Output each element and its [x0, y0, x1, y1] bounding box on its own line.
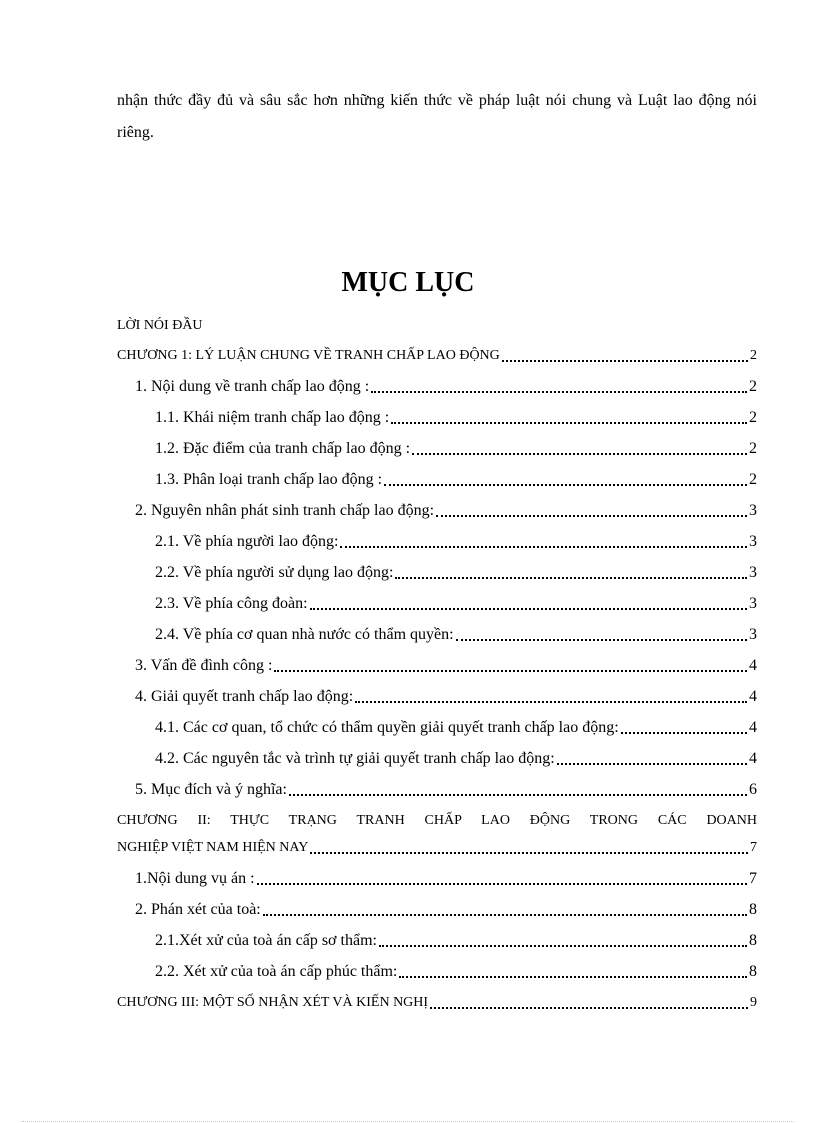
toc-entry-text: 1.1. Khái niệm tranh chấp lao động : — [155, 409, 390, 426]
toc-entry-2-3[interactable] — [117, 588, 757, 619]
toc-entry-page: 2 — [750, 348, 757, 363]
toc-entry-1[interactable] — [117, 371, 757, 402]
toc-entry-text: CHƯƠNG 1: LÝ LUẬN CHUNG VỀ TRANH CHẤP LAO ĐỘNG — [117, 348, 500, 363]
toc-entry-2-1[interactable] — [117, 526, 757, 557]
dot-leader — [371, 391, 747, 393]
toc-entry-text: 4.2. Các nguyên tắc và trình tự giải quyết tranh chấp lao động: — [155, 750, 555, 767]
toc-entry-page: 3 — [749, 502, 757, 519]
toc-entry-text: 2.1.Xét xử của toà án cấp sơ thẩm: — [155, 932, 377, 949]
toc-entry-text: CHƯƠNG III: MỘT SỐ NHẬN XÉT VÀ KIẾN NGHỊ — [117, 995, 429, 1010]
dot-leader — [257, 883, 747, 885]
page-bottom-edge — [22, 1121, 794, 1122]
toc-entry-appeal[interactable] — [117, 956, 757, 987]
dot-leader — [310, 852, 748, 854]
toc-title: MỤC LỤC — [341, 267, 475, 298]
toc-entry-4-1[interactable] — [117, 712, 757, 743]
toc-entry-page: 4 — [749, 719, 757, 736]
toc-entry-5[interactable] — [117, 774, 757, 805]
dot-leader — [355, 701, 747, 703]
toc-entry-text: 2.3. Về phía công đoàn: — [155, 595, 308, 612]
toc-entry-page: 9 — [750, 995, 757, 1010]
dot-leader — [430, 1007, 748, 1009]
toc-entry-page: 7 — [750, 840, 757, 855]
dot-leader — [557, 763, 747, 765]
toc-entry-4[interactable] — [117, 681, 757, 712]
dot-leader — [395, 577, 747, 579]
dot-leader — [502, 360, 748, 362]
toc-entry-text: 1.3. Phân loại tranh chấp lao động : — [155, 471, 383, 488]
dot-leader — [274, 670, 747, 672]
toc-entry-text: 1.Nội dung vụ án : — [135, 870, 255, 887]
toc-entry-page: 2 — [749, 440, 757, 457]
toc-entry-text: 1. Nội dung về tranh chấp lao động : — [135, 378, 370, 395]
dot-leader — [263, 914, 747, 916]
toc-entry-4-2[interactable] — [117, 743, 757, 774]
toc-entry-case-content[interactable] — [117, 863, 757, 894]
toc-entry-page: 3 — [749, 564, 757, 581]
toc-entry-page: 2 — [749, 378, 757, 395]
dot-leader — [621, 732, 747, 734]
toc-entry-page: 3 — [749, 533, 757, 550]
toc-entry-court-judgment[interactable] — [117, 894, 757, 925]
toc-entry-text: 3. Vấn đề đình công : — [135, 657, 273, 674]
dot-leader — [436, 515, 747, 517]
toc-entry-first-instance[interactable] — [117, 925, 757, 956]
toc-entry-continuation — [117, 832, 757, 863]
toc-entry-text: 4.1. Các cơ quan, tổ chức có thẩm quyền giải quyết tranh chấp lao động: — [155, 719, 619, 736]
dot-leader — [340, 546, 747, 548]
toc-entry-page: 4 — [749, 688, 757, 705]
toc-entry-text: 2. Phán xét của toà: — [135, 901, 261, 918]
toc-entry-page: 2 — [749, 471, 757, 488]
toc-entry-text: 2.4. Về phía cơ quan nhà nước có thẩm quyền: — [155, 626, 454, 643]
toc-entry-text: 2.1. Về phía người lao động: — [155, 533, 339, 550]
toc-entry-page: 7 — [749, 870, 757, 887]
toc-entry-page: 4 — [749, 750, 757, 767]
table-of-contents — [117, 340, 757, 1018]
toc-entry-1-1[interactable] — [117, 402, 757, 433]
toc-entry-text: 5. Mục đích và ý nghĩa: — [135, 781, 287, 798]
toc-entry-text: 1.2. Đặc điểm của tranh chấp lao động : — [155, 440, 411, 457]
toc-entry-page: 3 — [749, 595, 757, 612]
dot-leader — [456, 639, 747, 641]
toc-entry-text: 4. Giải quyết tranh chấp lao động: — [135, 688, 354, 705]
toc-entry-page: 4 — [749, 657, 757, 674]
toc-entry-page: 8 — [749, 932, 757, 949]
intro-paragraph: nhận thức đầy đủ và sâu sắc hơn những kiến thức về pháp luật nói chung và Luật lao động nói riêng. — [117, 92, 757, 141]
dot-leader — [391, 422, 747, 424]
toc-entry-2-2[interactable] — [117, 557, 757, 588]
toc-entry-1-2[interactable] — [117, 433, 757, 464]
toc-entry-page: 3 — [749, 626, 757, 643]
toc-entry-text: 2. Nguyên nhân phát sinh tranh chấp lao động: — [135, 502, 435, 519]
toc-entry-chapter-1[interactable] — [117, 340, 757, 371]
dot-leader — [412, 453, 747, 455]
toc-entry-chapter-3[interactable] — [117, 987, 757, 1018]
dot-leader — [384, 484, 747, 486]
dot-leader — [399, 976, 747, 978]
toc-entry-text-continued: NGHIỆP VIỆT NAM HIỆN NAY — [117, 840, 309, 855]
toc-entry-chapter-2[interactable] — [117, 805, 757, 863]
toc-entry-page: 6 — [749, 781, 757, 798]
toc-entry-text: CHƯƠNG II: THỰC TRẠNG TRANH CHẤP LAO ĐỘNG TRONG CÁC DOANH — [117, 813, 757, 828]
dot-leader — [379, 945, 747, 947]
toc-entry-text: 2.2. Về phía người sử dụng lao động: — [155, 564, 394, 581]
dot-leader — [310, 608, 747, 610]
dot-leader — [289, 794, 747, 796]
toc-entry-text: 2.2. Xét xử của toà án cấp phúc thẩm: — [155, 963, 398, 980]
toc-entry-page: 8 — [749, 963, 757, 980]
toc-entry-1-3[interactable] — [117, 464, 757, 495]
toc-entry-2[interactable] — [117, 495, 757, 526]
toc-entry-2-4[interactable] — [117, 619, 757, 650]
toc-heading-preface: LỜI NÓI ĐẦU — [117, 318, 203, 333]
toc-entry-page: 8 — [749, 901, 757, 918]
toc-entry-page: 2 — [749, 409, 757, 426]
toc-entry-3[interactable] — [117, 650, 757, 681]
